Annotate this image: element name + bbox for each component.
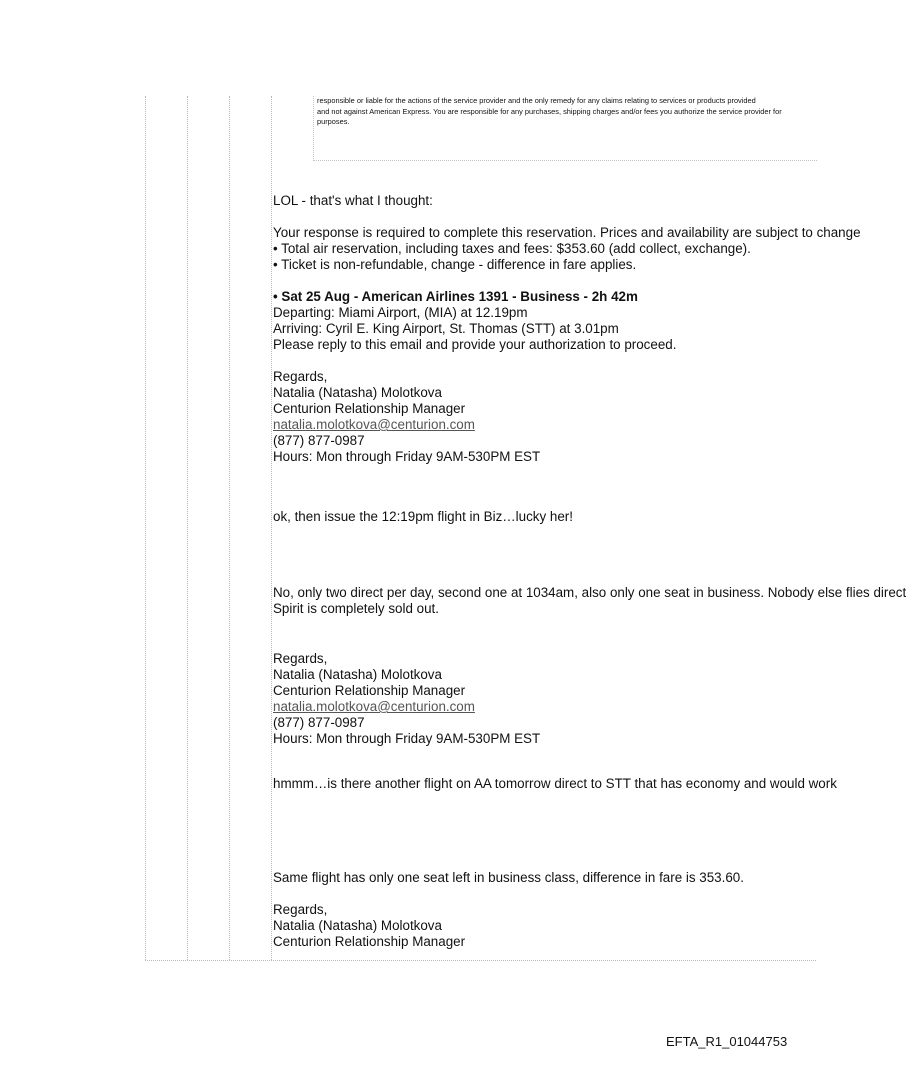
email-thread — [273, 0, 906, 960]
disclaimer-line: purposes. — [317, 117, 350, 126]
quote-divider-1 — [145, 96, 146, 960]
signature-name: Natalia (Natasha) Molotkova — [273, 667, 442, 682]
response-message: Same flight has only one seat left in business class, difference in fare is 353.60. — [273, 870, 744, 885]
signature-regards: Regards, — [273, 651, 328, 666]
arrival-info: Arriving: Cyril E. King Airport, St. Thomas (STT) at 3.01pm — [273, 321, 619, 336]
quote-divider-3 — [229, 96, 230, 960]
signature-name: Natalia (Natasha) Molotkova — [273, 385, 442, 400]
signature-title: Centurion Relationship Manager — [273, 683, 466, 698]
thread-bottom-border — [145, 960, 816, 961]
signature-name: Natalia (Natasha) Molotkova — [273, 918, 442, 933]
reply-message: ok, then issue the 12:19pm flight in Biz…lucky her! — [273, 509, 573, 524]
flight-summary: • Sat 25 Aug - American Airlines 1391 - Business - 2h 42m — [273, 289, 638, 304]
departure-info: Departing: Miami Airport, (MIA) at 12.19pm — [273, 305, 528, 320]
response-message: No, only two direct per day, second one at 1034am, also only one seat in business. Nobody else flies direct — [273, 585, 906, 600]
signature-title: Centurion Relationship Manager — [273, 934, 466, 949]
reply-message: LOL - that's what I thought: — [273, 193, 433, 208]
signature-regards: Regards, — [273, 369, 328, 384]
document-id: EFTA_R1_01044753 — [666, 1034, 788, 1049]
signature-hours: Hours: Mon through Friday 9AM-530PM EST — [273, 731, 541, 746]
reply-message: hmmm…is there another flight on AA tomorrow direct to STT that has economy and would work — [273, 776, 837, 791]
quote-divider-2 — [187, 96, 188, 960]
reply-request: Please reply to this email and provide your authorization to proceed. — [273, 337, 677, 352]
disclaimer-line: and not against American Express. You are responsible for any purchases, shipping charges and/or fees you authorize the service provider for — [317, 106, 782, 116]
quote-divider-4 — [271, 96, 272, 960]
response-message: Spirit is completely sold out. — [273, 601, 439, 616]
reservation-bullet: • Ticket is non-refundable, change - difference in fare applies. — [273, 257, 637, 272]
reservation-intro: Your response is required to complete this reservation. Prices and availability are subject to change — [273, 225, 861, 240]
signature-hours: Hours: Mon through Friday 9AM-530PM EST — [273, 449, 541, 464]
signature-email-link[interactable]: natalia.molotkova@centurion.com — [273, 417, 475, 432]
signature-title: Centurion Relationship Manager — [273, 401, 466, 416]
disclaimer-line: responsible or liable for the actions of the service provider and the only remedy for any claims relating to services or products provided — [317, 96, 756, 105]
signature-phone: (877) 877-0987 — [273, 715, 365, 730]
signature-phone: (877) 877-0987 — [273, 433, 365, 448]
reservation-bullet: • Total air reservation, including taxes and fees: $353.60 (add collect, exchange). — [273, 241, 751, 256]
signature-email-link[interactable]: natalia.molotkova@centurion.com — [273, 699, 475, 714]
signature-regards: Regards, — [273, 902, 328, 917]
